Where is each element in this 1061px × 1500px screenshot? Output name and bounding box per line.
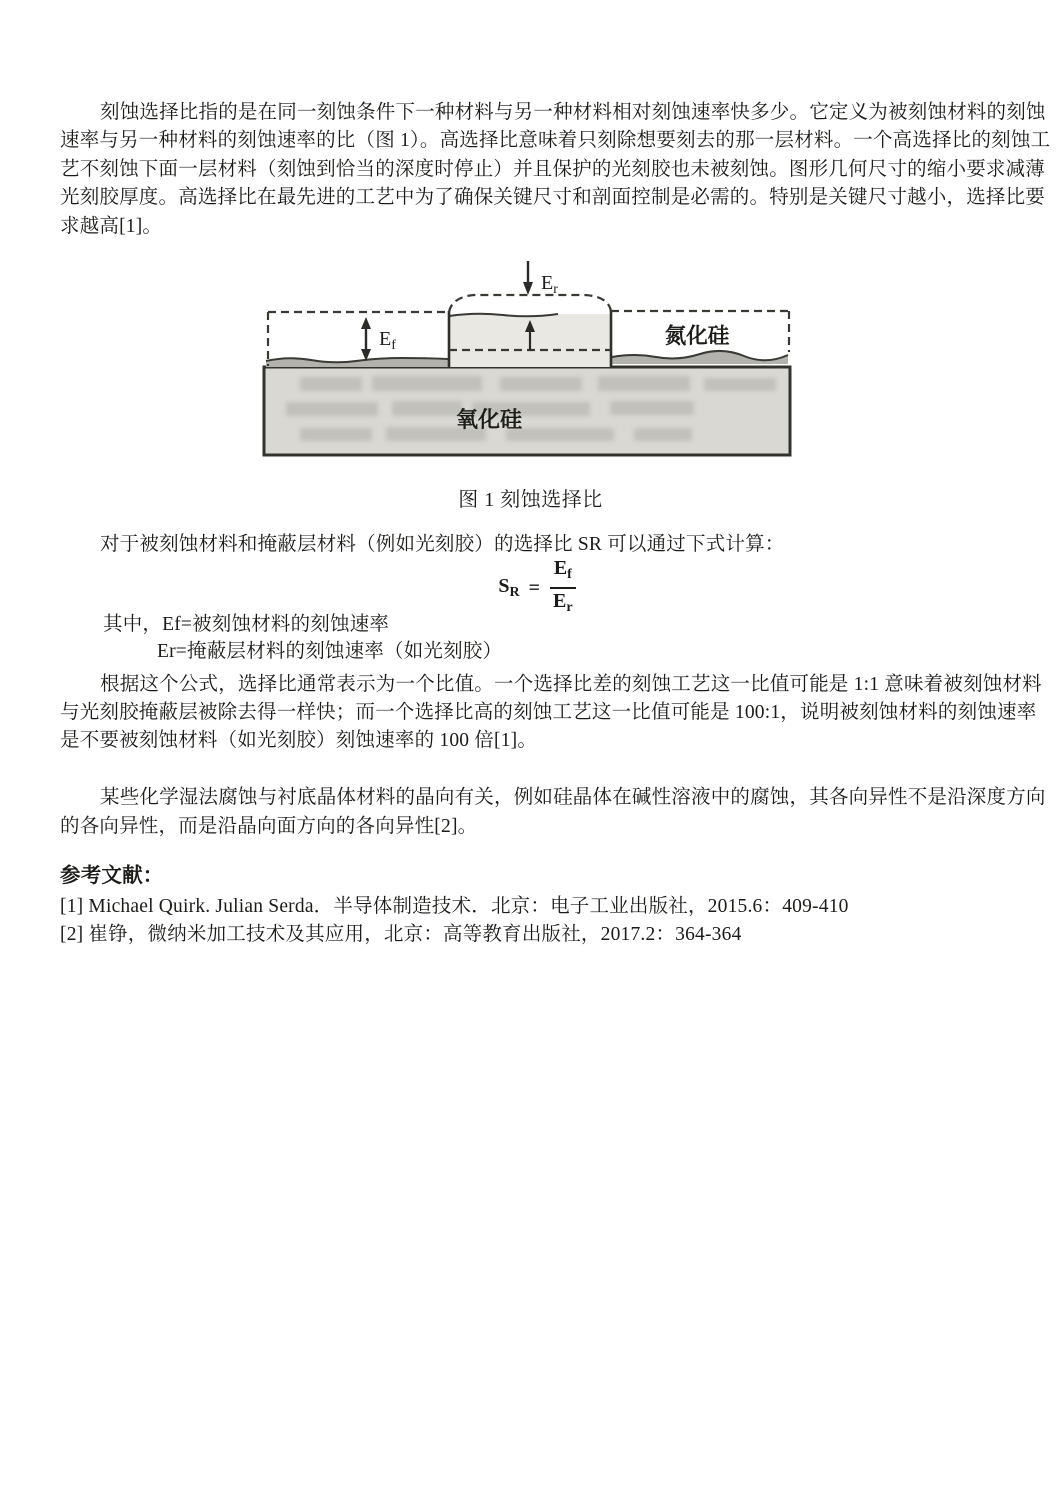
er-label: $E_r$ — [541, 272, 558, 297]
body-line: 速率与另一种材料的刻蚀速率的比（图 1）。高选择比意味着只刻除想要刻去的那一层材料。一个高选择比的刻蚀工 — [60, 130, 1051, 151]
body-line: 某些化学湿法腐蚀与衬底晶体材料的晶向有关，例如硅晶体在碱性溶液中的腐蚀，其各向异性不是沿深度方向 — [100, 787, 1046, 808]
body-line: 求越高[1]。 — [60, 216, 163, 237]
body-line: 刻蚀选择比指的是在同一刻蚀条件下一种材料与另一种材料相对刻蚀速率快多少。它定义为被刻蚀材料的刻蚀 — [100, 102, 1046, 123]
body-line: 对于被刻蚀材料和掩蔽层材料（例如光刻胶）的选择比 SR 可以通过下式计算： — [100, 534, 785, 555]
where-line: Er=掩蔽层材料的刻蚀速率（如光刻胶） — [157, 641, 503, 662]
selectivity-formula — [0, 557, 1061, 619]
body-line: 光刻胶厚度。高选择比在最先进的工艺中为了确保关键尺寸和剖面控制是必需的。特别是关键尺寸越小，选择比要 — [60, 187, 1046, 208]
references-heading: 参考文献： — [60, 865, 164, 887]
etch-selectivity-figure — [240, 252, 810, 464]
formula-denominator: $E_r$ — [553, 590, 573, 615]
er-arrow — [523, 261, 533, 295]
reference-item: [1] Michael Quirk. Julian Serda．半导体制造技术．北京：电子工业出版社，2015.6：409-410 — [60, 896, 849, 917]
ef-double-arrow — [361, 317, 371, 361]
etch-selectivity-diagram — [240, 252, 810, 464]
left-film-strip-shape — [266, 358, 448, 367]
body-line: 根据这个公式，选择比通常表示为一个比值。一个选择比差的刻蚀工艺这一比值可能是 1:1 意味着被刻蚀材料 — [100, 674, 1042, 695]
body-line: 与光刻胶掩蔽层被除去得一样快；而一个选择比高的刻蚀工艺这一比值可能是 100:1，说明被刻蚀材料的刻蚀速率 — [60, 702, 1037, 723]
nitride-label: 氮化硅 — [664, 324, 730, 348]
formula-numerator: $E_f$ — [550, 557, 576, 589]
right-film-strip-shape — [612, 351, 788, 364]
formula-equals: = — [528, 576, 541, 599]
formula-fraction — [549, 557, 577, 619]
body-line: 艺不刻蚀下面一层材料（刻蚀到恰当的深度时停止）并且保护的光刻胶也未被刻蚀。图形几何尺寸的缩小要求减薄 — [60, 159, 1046, 180]
formula-lhs: $S_R$ — [498, 575, 520, 600]
body-line: 是不要被刻蚀材料（如光刻胶）刻蚀速率的 100 倍[1]。 — [60, 730, 538, 751]
reference-item: [2] 崔铮，微纳米加工技术及其应用，北京：高等教育出版社，2017.2：364-364 — [60, 924, 742, 945]
body-line: 的各向异性，而是沿晶向面方向的各向异性[2]。 — [60, 816, 478, 837]
oxide-label: 氧化硅 — [455, 407, 523, 432]
ef-label: $E_f$ — [379, 328, 396, 353]
figure-caption: 图 1 刻蚀选择比 — [458, 489, 603, 511]
where-line: 其中，Ef=被刻蚀材料的刻蚀速率 — [103, 614, 390, 635]
